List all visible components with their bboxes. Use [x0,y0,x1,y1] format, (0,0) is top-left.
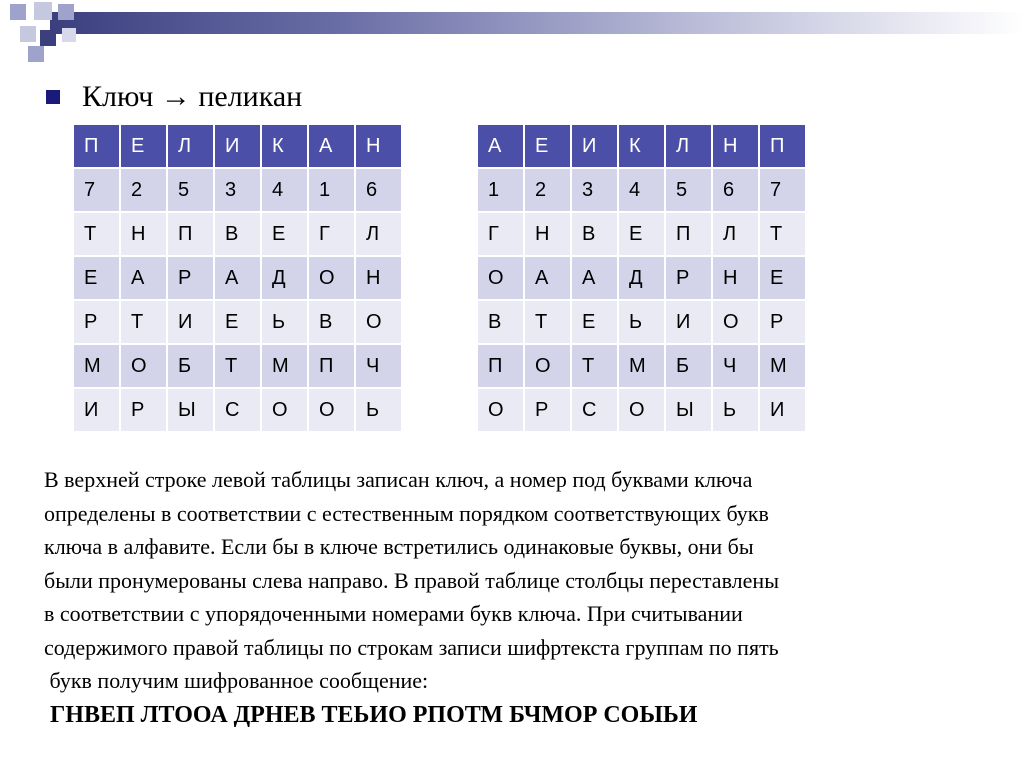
table-cell: Р [666,257,711,299]
table-cell: П [168,213,213,255]
paragraph-line: содержимого правой таблицы по строкам записи шифртекста группам по пять [44,634,779,660]
table-cell: И [168,301,213,343]
table-cell: Г [309,213,354,255]
header-cell: А [309,125,354,167]
table-cell: Б [168,345,213,387]
table-cell: Н [121,213,166,255]
table-cell: И [666,301,711,343]
table-cell: О [619,389,664,431]
table-row [74,169,401,211]
table-cell: О [309,257,354,299]
table-cell: Ь [713,389,758,431]
table-cell: О [713,301,758,343]
paragraph-line: ключа в алфавите. Если бы в ключе встретились одинаковые буквы, они бы [44,534,754,559]
table-cell: 1 [478,169,523,211]
header-cell: Н [356,125,401,167]
table-cell: П [309,345,354,387]
table-row [74,301,401,343]
table-cell: 4 [262,169,307,211]
decorative-square [20,26,36,42]
decorative-square [10,4,26,20]
table-cell: Т [525,301,570,343]
bullet-icon [46,90,60,104]
table-cell: Р [760,301,805,343]
table-header-row [74,125,401,167]
table-cell: 2 [525,169,570,211]
table-cell: Е [572,301,617,343]
table-cell: Д [262,257,307,299]
table-cell: И [760,389,805,431]
table-cell: 3 [572,169,617,211]
table-row [478,257,805,299]
table-cell: Ь [356,389,401,431]
header-cell: П [760,125,805,167]
slide-heading [46,80,302,114]
paragraph-line: букв получим шифрованное сообщение: [44,668,429,693]
table-cell: В [478,301,523,343]
header-cell: К [619,125,664,167]
title-bar-decoration [50,12,1024,34]
table-row [478,213,805,255]
table-cell: П [666,213,711,255]
table-cell: Т [215,345,260,387]
table-cell: Е [760,257,805,299]
table-cell: Ы [168,389,213,431]
table-cell: А [215,257,260,299]
right-table [476,123,807,433]
table-cell: Д [619,257,664,299]
table-cell: А [572,257,617,299]
table-cell: Н [356,257,401,299]
table-cell: А [121,257,166,299]
table-cell: Л [356,213,401,255]
table-cell: О [478,257,523,299]
table-cell: Т [74,213,119,255]
table-cell: 7 [74,169,119,211]
table-cell: Ч [356,345,401,387]
table-cell: 5 [666,169,711,211]
table-cell: 5 [168,169,213,211]
table-cell: Ч [713,345,758,387]
table-cell: Е [619,213,664,255]
table-cell: Н [525,213,570,255]
decorative-square [34,2,52,20]
table-cell: Т [760,213,805,255]
table-row [478,389,805,431]
table-cell: М [619,345,664,387]
table-cell: Б [666,345,711,387]
table-cell: Т [572,345,617,387]
header-cell: И [215,125,260,167]
table-cell: Е [215,301,260,343]
table-cell: Н [713,257,758,299]
table-row [74,345,401,387]
table-cell: П [478,345,523,387]
header-cell: Л [168,125,213,167]
table-cell: 3 [215,169,260,211]
table-cell: В [572,213,617,255]
header-cell: Л [666,125,711,167]
table-cell: О [478,389,523,431]
table-cell: Ы [666,389,711,431]
table-cell: 2 [121,169,166,211]
table-cell: С [572,389,617,431]
table-row [74,213,401,255]
table-cell: О [309,389,354,431]
decorative-square [28,46,44,62]
header-cell: К [262,125,307,167]
table-cell: С [215,389,260,431]
table-cell: М [262,345,307,387]
header-cell: П [74,125,119,167]
paragraph-line: в соответствии с упорядоченными номерами букв ключа. При считывании [44,601,743,626]
table-cell: О [262,389,307,431]
header-cell: А [478,125,523,167]
table-row [478,345,805,387]
decorative-square [40,30,56,46]
explanation-paragraph [44,463,1004,698]
table-cell: Ь [619,301,664,343]
table-cell: 4 [619,169,664,211]
table-cell: Г [478,213,523,255]
left-table [72,123,403,433]
header-cell: И [572,125,617,167]
table-cell: О [356,301,401,343]
header-cell: Е [121,125,166,167]
paragraph-line: В верхней строке левой таблицы записан ключ, а номер под буквами ключа [44,467,753,492]
table-cell: Е [74,257,119,299]
table-cell: 7 [760,169,805,211]
table-row [74,257,401,299]
table-cell: 1 [309,169,354,211]
table-row [478,169,805,211]
decorative-square [58,4,74,20]
decorative-square [62,28,76,42]
table-cell: Л [713,213,758,255]
table-cell: 6 [713,169,758,211]
table-cell: Р [74,301,119,343]
table-row [478,301,805,343]
header-cell: Н [713,125,758,167]
paragraph-line: определены в соответствии с естественным порядком соответствующих букв [44,500,769,526]
table-cell: В [215,213,260,255]
table-cell: А [525,257,570,299]
table-row [74,389,401,431]
table-header-row [478,125,805,167]
table-cell: О [525,345,570,387]
paragraph-line: были пронумерованы слева направо. В правой таблице столбцы переставлены [44,567,779,593]
table-cell: Р [121,389,166,431]
table-cell: О [121,345,166,387]
table-cell: В [309,301,354,343]
table-cell: Р [525,389,570,431]
table-cell: М [760,345,805,387]
header-cell: Е [525,125,570,167]
table-cell: Е [262,213,307,255]
table-cell: 6 [356,169,401,211]
ciphertext: ГНВЕП ЛТООА ДРНЕВ ТЕЬИО РПОТМ БЧМОР СОЫЬИ [50,702,698,728]
table-cell: Ь [262,301,307,343]
table-cell: М [74,345,119,387]
heading-text: Ключ → пеликан [82,80,303,113]
table-cell: Т [121,301,166,343]
table-cell: И [74,389,119,431]
table-cell: Р [168,257,213,299]
